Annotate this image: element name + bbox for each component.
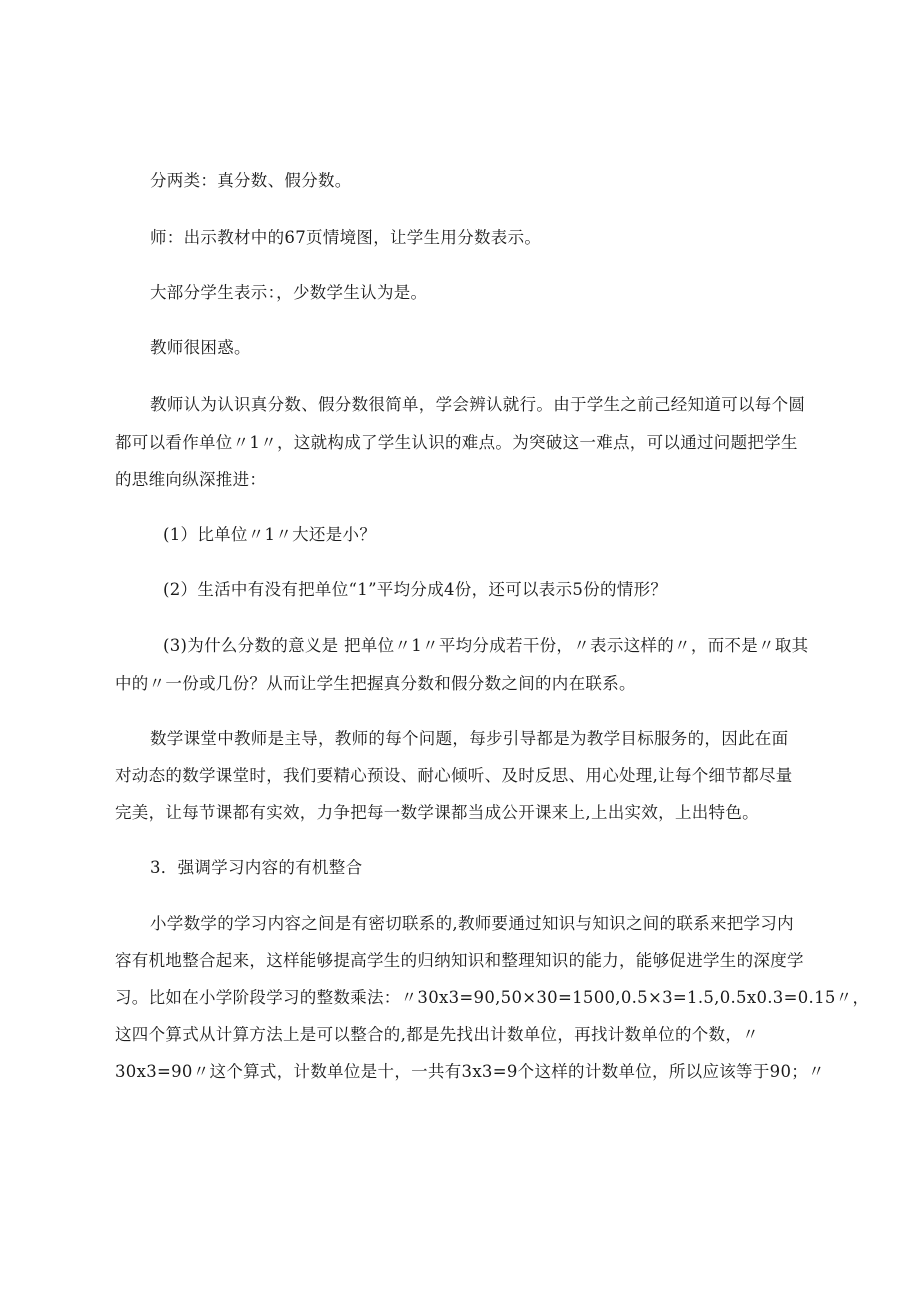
list-item: (3)为什么分数的意义是 把单位〃1〃平均分成若干份，〃表示这样的〃，而不是〃取其 xyxy=(163,636,809,655)
list-item: (1）比单位〃1〃大还是小？ xyxy=(163,525,377,544)
text-line: 教师很困惑。 xyxy=(150,338,251,357)
text-line: 大部分学生表示：，少数学生认为是。 xyxy=(150,283,428,302)
text-line: 小学数学的学习内容之间是有密切联系的,教师要通过知识与知识之间的联系来把学习内 xyxy=(150,914,794,933)
text-line: 分两类：真分数、假分数。 xyxy=(150,171,352,190)
list-item: (2）生活中有没有把单位“1”平均分成4份，还可以表示5份的情形？ xyxy=(163,580,668,599)
text-line: 对动态的数学课堂时，我们要精心预设、耐心倾听、及时反思、用心处理,让每个细节都尽量 xyxy=(115,766,793,785)
text-line: 完美，让每节课都有实效，力争把每一数学课都当成公开课来上,上出实效，上出特色。 xyxy=(115,803,759,822)
text-line: 的思维向纵深推进： xyxy=(115,470,267,489)
text-line: 容有机地整合起来，这样能够提高学生的归纳知识和整理知识的能力，能够促进学生的深度学 xyxy=(115,951,804,970)
text-line: 习。比如在小学阶段学习的整数乘法：〃30x3=90,50×30=1500,0.5×3=1.5,0.5x0.3=0.15〃， xyxy=(115,988,870,1007)
section-heading: 3．强调学习内容的有机整合 xyxy=(150,858,363,877)
text-line: 这四个算式从计算方法上是可以整合的,都是先找出计数单位，再找计数单位的个数，〃 xyxy=(115,1025,759,1044)
text-line: 数学课堂中教师是主导，教师的每个问题，每步引导都是为教学目标服务的，因此在面 xyxy=(150,729,789,748)
text-line: 师：出示教材中的67页情境图，让学生用分数表示。 xyxy=(150,228,542,247)
text-line: 都可以看作单位〃1〃，这就构成了学生认识的难点。为突破这一难点，可以通过问题把学生 xyxy=(115,433,798,452)
text-line: 中的〃一份或几份？从而让学生把握真分数和假分数之间的内在联系。 xyxy=(115,674,636,693)
text-line: 30x3=90〃这个算式，计数单位是十，一共有3x3=9个这样的计数单位，所以应该等于90；〃 xyxy=(115,1062,825,1081)
text-line: 教师认为认识真分数、假分数很简单，学会辨认就行。由于学生之前己经知道可以每个圆 xyxy=(150,395,806,414)
